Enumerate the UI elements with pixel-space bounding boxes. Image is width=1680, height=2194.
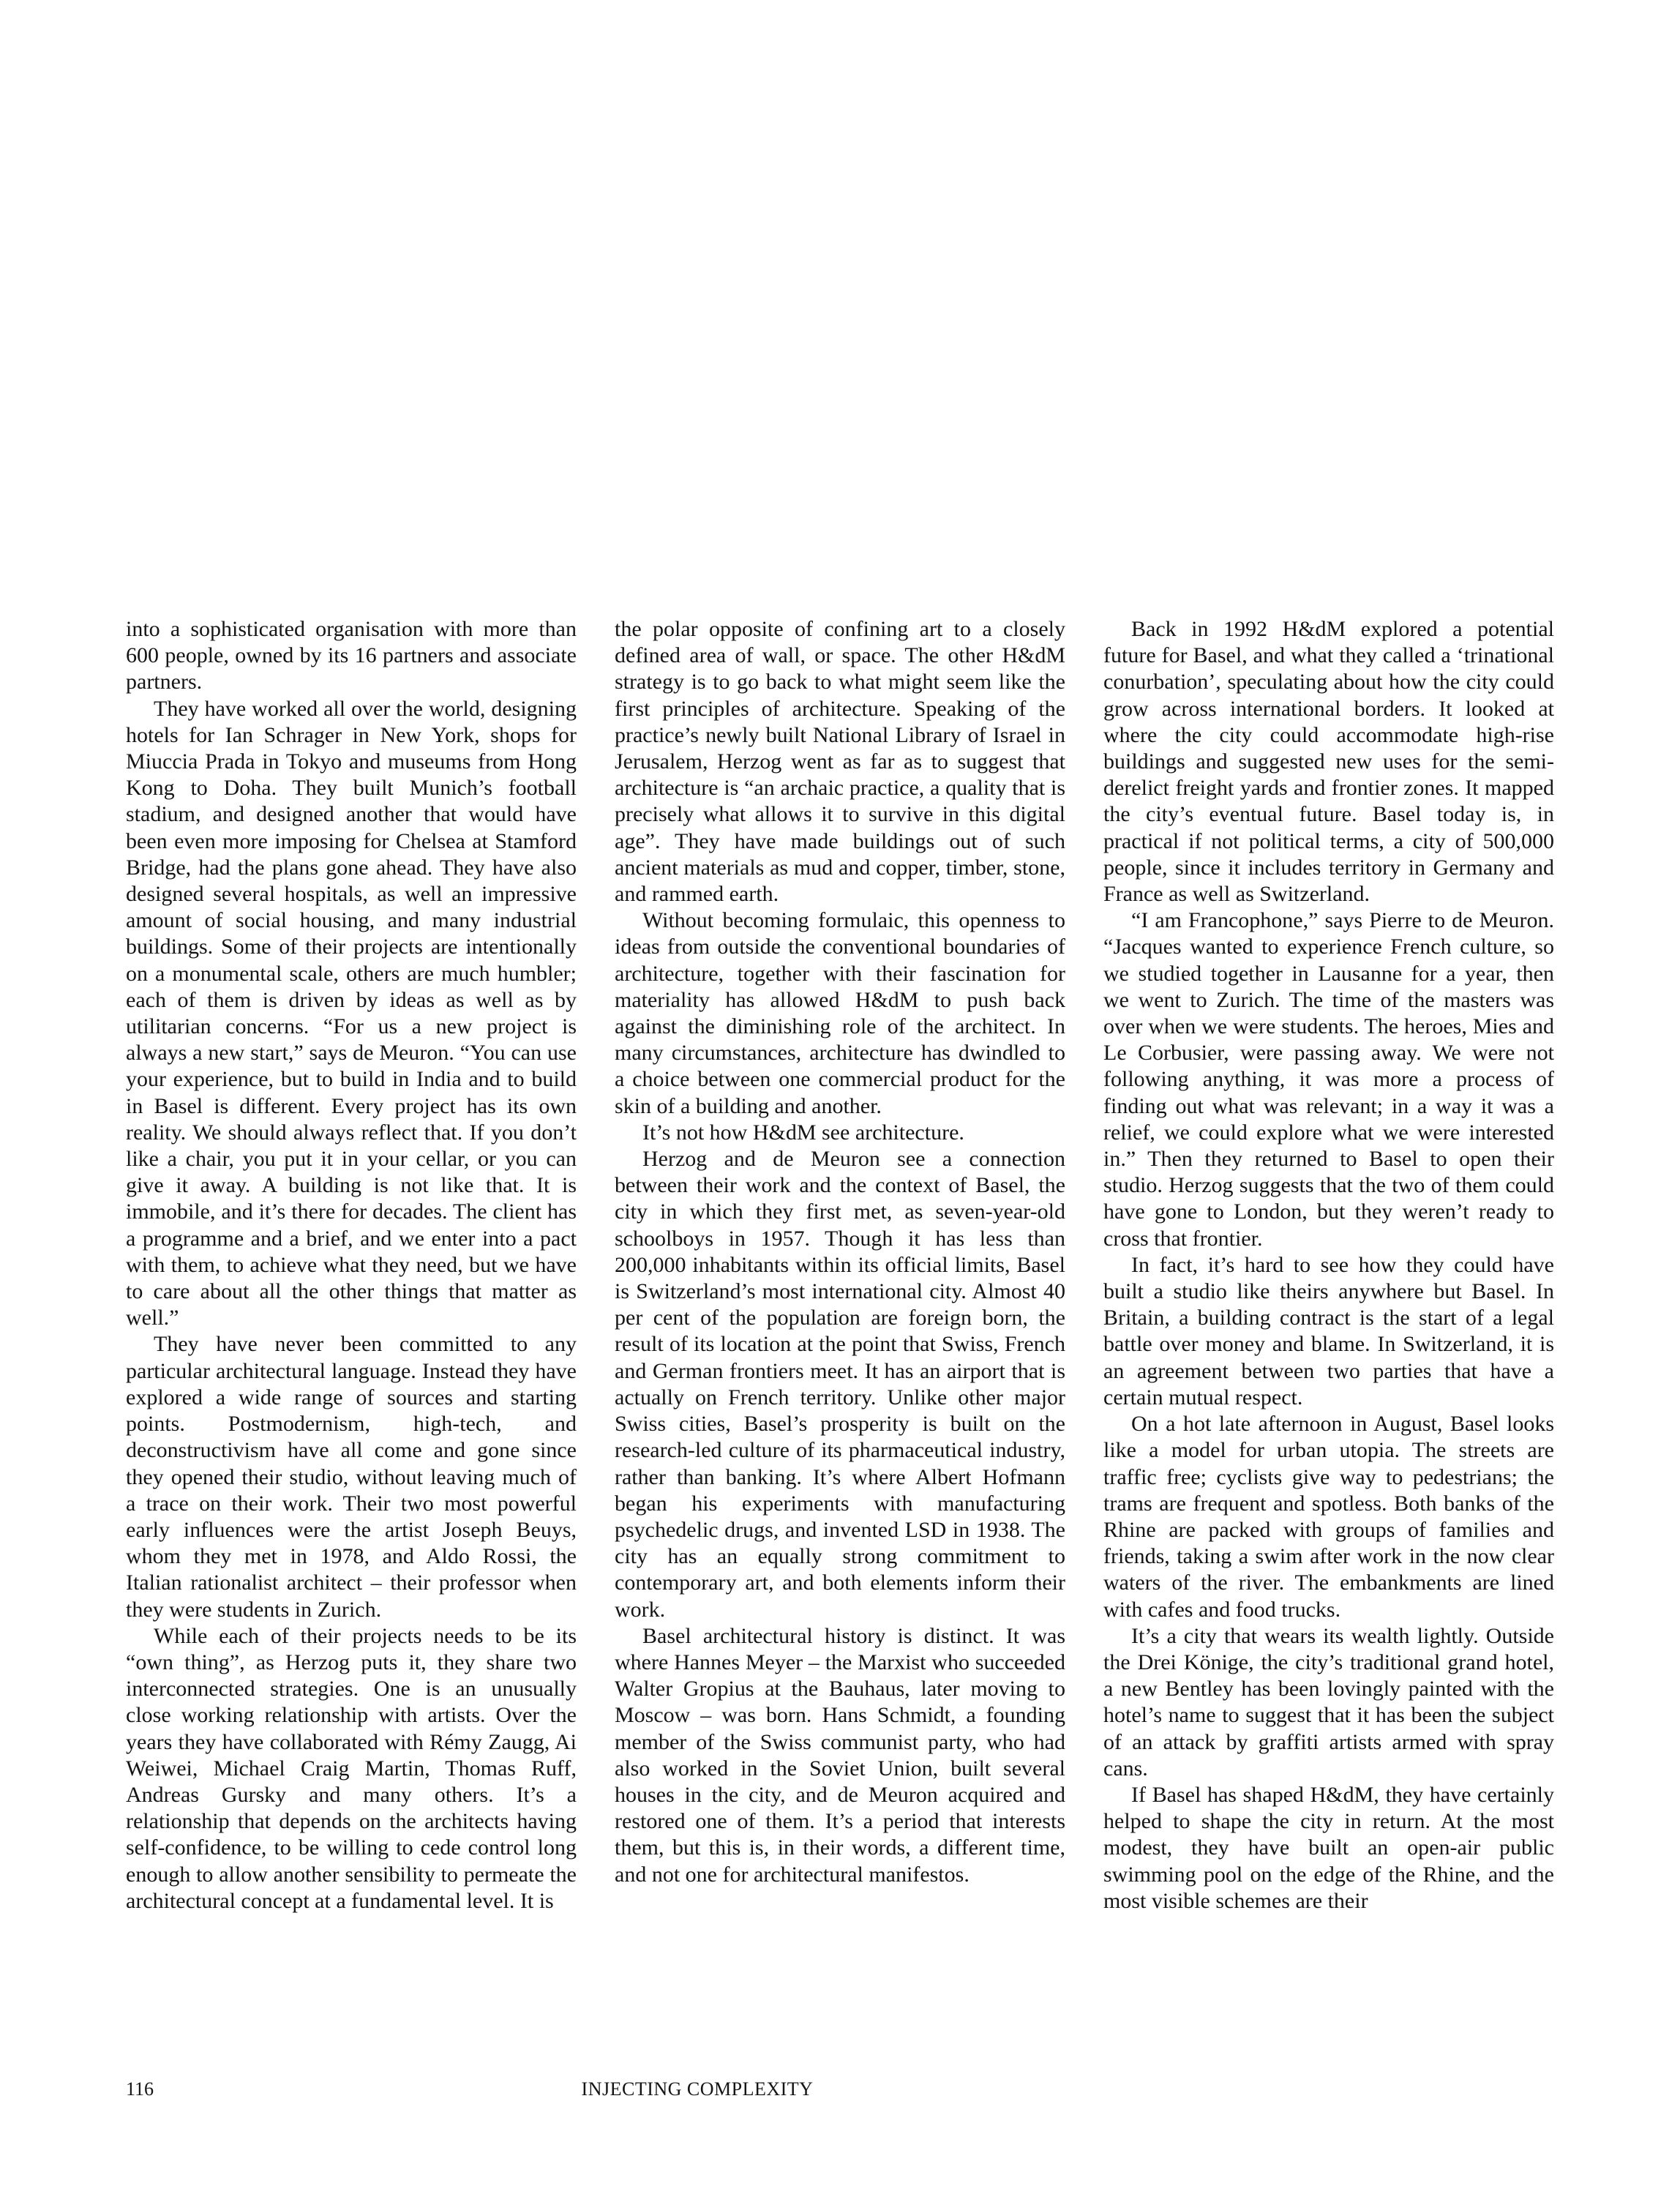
paragraph: On a hot late afternoon in August, Basel looks like a model for urban utopia. The streets are traffic free; cyclists give way to pedestrians; the trams are frequent and spotless. Both banks of the Rhine are packed with groups of families and friends, taking a swim after work in the now clear waters of the river. The embankments are lined with cafes and food trucks.: [1103, 1412, 1554, 1622]
text-column-3: [1103, 616, 1554, 1914]
paragraph: Back in 1992 H&dM explored a potential future for Basel, and what they called a ‘trinational conurbation’, speculating about how the city could grow across international borders. It looked at where the city could accommodate high-rise buildings and suggested new uses for the semi-derelict freight yards and frontier zones. It mapped the city’s eventual future. Basel today is, in practical if not political terms, a city of 500,000 people, since it includes territory in Germany and France as well as Switzerland.: [1103, 617, 1554, 907]
paragraph: “I am Francophone,” says Pierre to de Meuron. “Jacques wanted to experience French culture, so we studied together in Lausanne for a year, then we went to Zurich. The time of the masters was over when we were students. The heroes, Mies and Le Corbusier, were passing away. We were not following anything, it was more a process of finding out what was relevant; in a way it was a relief, we could explore what we were interested in.” Then they returned to Basel to open their studio. Herzog suggests that the two of them could have gone to London, but they weren’t ready to cross that frontier.: [1103, 908, 1554, 1251]
paragraph: They have never been committed to any particular architectural language. Instead they have explored a wide range of sources and starting points. Postmodernism, high-tech, and deconstructivism have all come and gone since they opened their studio, without leaving much of a trace on their work. Their two most powerful early influences were the artist Joseph Beuys, whom they met in 1978, and Aldo Rossi, the Italian rationalist architect – their professor when they were students in Zurich.: [126, 1332, 577, 1622]
paragraph: the polar opposite of confining art to a closely defined area of wall, or space. The other H&dM strategy is to go back to what might seem like the first principles of architecture. Speaking of the practice’s newly built National Library of Israel in Jerusalem, Herzog went as far as to suggest that architecture is “an archaic practice, a quality that is precisely what allows it to survive in this digital age”. They have made buildings out of such ancient materials as mud and copper, timber, stone, and rammed earth.: [615, 617, 1065, 907]
page-footer: [0, 2078, 1680, 2108]
paragraph: If Basel has shaped H&dM, they have certainly helped to shape the city in return. At the most modest, they have built an open-air public swimming pool on the edge of the Rhine, and the most visible schemes are their: [1103, 1782, 1554, 1913]
text-column-2: [615, 616, 1065, 1914]
paragraph: Basel architectural history is distinct. It was where Hannes Meyer – the Marxist who succeeded Walter Gropius at the Bauhaus, later moving to Moscow – was born. Hans Schmidt, a founding member of the Swiss communist party, who had also worked in the Soviet Union, built several houses in the city, and de Meuron acquired and restored one of them. It’s a period that interests them, but this is, in their words, a different time, and not one for architectural manifestos.: [615, 1623, 1065, 1887]
paragraph: Herzog and de Meuron see a connection between their work and the context of Basel, the city in which they first met, as seven-year-old schoolboys in 1957. Though it has less than 200,000 inhabitants within its official limits, Basel is Switzerland’s most international city. Almost 40 per cent of the population are foreign born, the result of its location at the point that Swiss, French and German frontiers meet. It has an airport that is actually on French territory. Unlike other major Swiss cities, Basel’s prosperity is built on the research-led culture of its pharmaceutical industry, rather than banking. It’s where Albert Hofmann began his experiments with manufacturing psychedelic drugs, and invented LSD in 1938. The city has an equally strong commitment to contemporary art, and both elements inform their work.: [615, 1147, 1065, 1622]
article-text-block: [126, 616, 1554, 1914]
paragraph: It’s not how H&dM see architecture.: [642, 1120, 964, 1145]
paragraph: They have worked all over the world, designing hotels for Ian Schrager in New York, shops for Miuccia Prada in Tokyo and museums from Hong Kong to Doha. They built Munich’s football stadium, and designed another that would have been even more imposing for Chelsea at Stamford Bridge, had the plans gone ahead. They have also designed several hospitals, as well an impressive amount of social housing, and many industrial buildings. Some of their projects are intentionally on a monumental scale, others are much humbler; each of them is driven by ideas as well as by utilitarian concerns. “For us a new project is always a new start,” says de Meuron. “You can use your experience, but to build in India and to build in Basel is different. Every project has its own reality. We should always reflect that. If you don’t like a chair, you put it in your cellar, or you can give it away. A building is not like that. It is immobile, and it’s there for decades. The client has a programme and a brief, and we enter into a pact with them, to achieve what they need, but we have to care about all the other things that matter as well.”: [126, 696, 577, 1330]
paragraph: It’s a city that wears its wealth lightly. Outside the Drei Könige, the city’s traditional grand hotel, a new Bentley has been lovingly painted with the hotel’s name to suggest that it has been the subject of an attack by graffiti artists armed with spray cans.: [1103, 1623, 1554, 1781]
paragraph: into a sophisticated organisation with more than 600 people, owned by its 16 partners and associate partners.: [126, 617, 577, 694]
paragraph: In fact, it’s hard to see how they could have built a studio like theirs anywhere but Basel. In Britain, a building contract is the start of a legal battle over money and blame. In Switzerland, it is an agreement between two parties that have a certain mutual respect.: [1103, 1252, 1554, 1409]
page-number: 116: [126, 2078, 154, 2100]
text-column-1: [126, 616, 577, 1914]
paragraph: Without becoming formulaic, this openness to ideas from outside the conventional boundaries of architecture, together with their fascination for materiality has allowed H&dM to push back against the diminishing role of the architect. In many circumstances, architecture has dwindled to a choice between one commercial product for the skin of a building and another.: [615, 908, 1065, 1118]
article-title: INJECTING COMPLEXITY: [581, 2078, 814, 2100]
paragraph: While each of their projects needs to be its “own thing”, as Herzog puts it, they share two interconnected strategies. One is an unusually close working relationship with artists. Over the years they have collaborated with Rémy Zaugg, Ai Weiwei, Michael Craig Martin, Thomas Ruff, Andreas Gursky and many others. It’s a relationship that depends on the architects having self-confidence, to be willing to cede control long enough to allow another sensibility to permeate the architectural concept at a fundamental level. It is: [126, 1623, 577, 1913]
